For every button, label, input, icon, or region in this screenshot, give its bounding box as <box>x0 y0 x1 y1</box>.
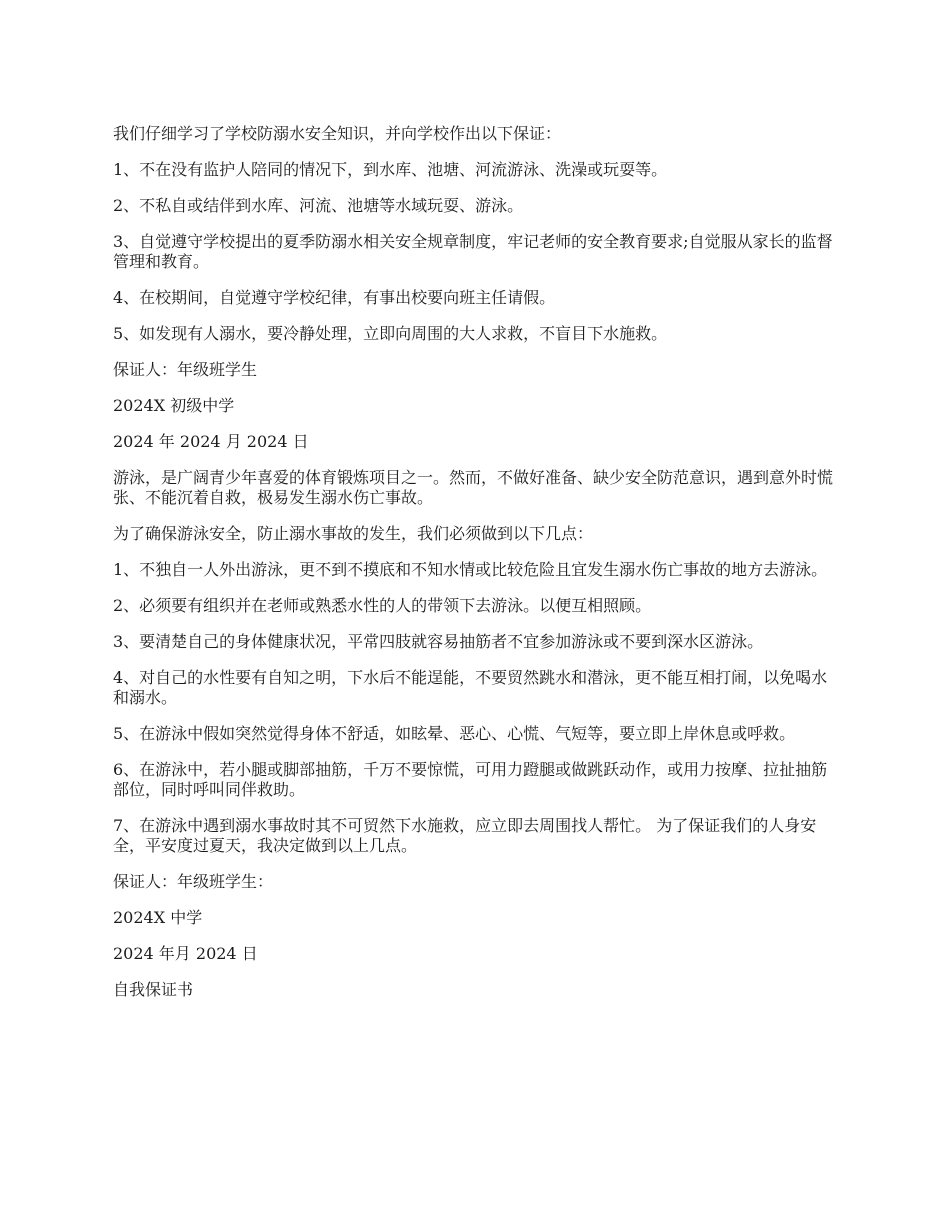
date-line: 2024 年 2024 月 2024 日 <box>113 432 309 451</box>
swimming-rules-heading: 为了确保游泳安全，防止溺水事故的发生，我们必须做到以下几点： <box>113 524 594 543</box>
pledge-item-3: 3、自觉遵守学校提出的夏季防溺水相关安全规章制度，牢记老师的安全教育要求;自觉服从家长的监督管理和教育。 <box>113 232 833 271</box>
pledge-item-2: 2、不私自或结伴到水库、河流、池塘等水域玩耍、游泳。 <box>113 196 524 215</box>
intro-pledge-statement: 我们仔细学习了学校防溺水安全知识，并向学校作出以下保证： <box>113 124 562 143</box>
school-name: 2024X 初级中学 <box>113 396 235 415</box>
swimming-rule-3: 3、要清楚自己的身体健康状况，平常四肢就容易抽筋者不宜参加游泳或不要到深水区游泳。 <box>113 632 764 651</box>
guarantor-line: 保证人：年级班学生 <box>113 360 258 379</box>
section-title: 自我保证书 <box>113 980 194 999</box>
pledge-item-1: 1、不在没有监护人陪同的情况下，到水库、池塘、河流游泳、洗澡或玩耍等。 <box>113 160 668 179</box>
swimming-rule-7: 7、在游泳中遇到溺水事故时其不可贸然下水施救，应立即去周围找人帮忙。 为了保证我们的人身安全，平安度过夏天，我决定做到以上几点。 <box>113 816 817 855</box>
swimming-rule-1: 1、不独自一人外出游泳，更不到不摸底和不知水情或比较危险且宜发生溺水伤亡事故的地方去游泳。 <box>113 560 828 579</box>
pledge-item-4: 4、在校期间，自觉遵守学校纪律，有事出校要向班主任请假。 <box>113 288 556 307</box>
pledge-item-5: 5、如发现有人溺水，要冷静处理，立即向周围的大人求救，不盲目下水施救。 <box>113 324 668 343</box>
school-name-2: 2024X 中学 <box>113 908 203 927</box>
swimming-rule-6: 6、在游泳中，若小腿或脚部抽筋，千万不要惊慌，可用力蹬腿或做跳跃动作，或用力按摩、拉扯抽筋部位，同时呼叫同伴救助。 <box>113 760 828 799</box>
guarantor-line-2: 保证人：年级班学生： <box>113 872 274 891</box>
swimming-intro: 游泳，是广阔青少年喜爱的体育锻炼项目之一。然而，不做好准备、缺少安全防范意识，遇到意外时慌张、不能沉着自救，极易发生溺水伤亡事故。 <box>113 468 834 507</box>
document-body <box>113 124 838 1016</box>
swimming-rule-2: 2、必须要有组织并在老师或熟悉水性的人的带领下去游泳。以便互相照顾。 <box>113 596 652 615</box>
swimming-rule-5: 5、在游泳中假如突然觉得身体不舒适，如眩晕、恶心、心慌、气短等，要立即上岸休息或呼救。 <box>113 724 796 743</box>
swimming-rule-4: 4、对自己的水性要有自知之明，下水后不能逞能，不要贸然跳水和潜泳，更不能互相打闹，以免喝水和溺水。 <box>113 668 828 707</box>
date-line-2: 2024 年月 2024 日 <box>113 944 258 963</box>
